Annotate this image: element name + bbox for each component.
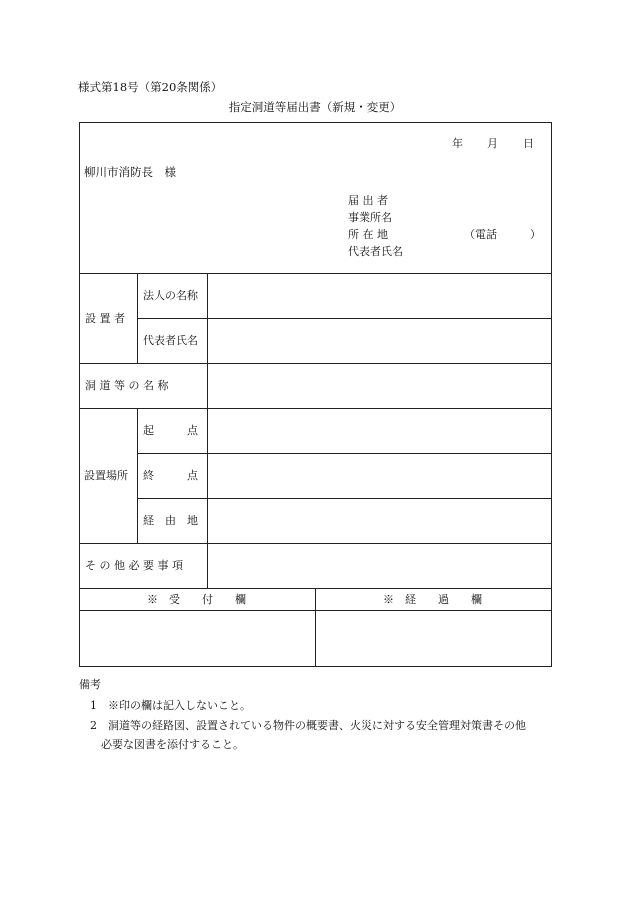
column-divider	[207, 543, 208, 588]
row-divider	[79, 408, 552, 409]
progress-column-label: ※ 経 過 欄	[383, 593, 482, 606]
date-day-label: 日	[523, 137, 534, 150]
corp-name-label: 法人の名称	[143, 289, 198, 302]
column-divider	[207, 408, 208, 543]
address-label: 所 在 地	[348, 228, 388, 241]
column-divider	[137, 408, 138, 543]
column-divider	[207, 363, 208, 408]
notes-heading: 備考	[79, 678, 101, 691]
note-item-continuation: 必要な図書を添付すること。	[101, 738, 244, 751]
location-label: 設置場所	[84, 469, 128, 482]
note-item: 2 洞道等の経路図、設置されている物件の概要書、火災に対する安全管理対策書その他	[90, 719, 526, 732]
via-point-label: 経 由 地	[143, 514, 198, 527]
start-point-label: 起 点	[143, 424, 198, 437]
tunnel-name-label: 洞 道 等 の 名 称	[85, 379, 169, 392]
date-year-label: 年	[452, 137, 463, 150]
other-matters-label: そ の 他 必 要 事 項	[85, 559, 183, 572]
column-divider	[315, 588, 316, 667]
end-point-label: 終 点	[143, 469, 198, 482]
notifier-label: 届 出 者	[348, 194, 388, 207]
phone-label: （電話	[464, 228, 497, 241]
phone-close-paren: ）	[530, 228, 541, 241]
date-month-label: 月	[487, 137, 498, 150]
representative-label: 代表者氏名	[348, 245, 403, 258]
row-divider	[137, 318, 552, 319]
form-number: 様式第18号（第20条関係）	[78, 80, 223, 94]
office-name-label: 事業所名	[348, 211, 392, 224]
row-divider	[79, 363, 552, 364]
form-table	[79, 122, 552, 667]
column-divider	[207, 273, 208, 363]
document-title: 指定洞道等届出書（新規・変更）	[228, 100, 402, 114]
reception-column-label: ※ 受 付 欄	[147, 593, 246, 606]
addressee: 柳川市消防長 様	[84, 165, 176, 179]
row-divider	[137, 498, 552, 499]
row-divider	[79, 543, 552, 544]
rep-name-label: 代表者氏名	[143, 334, 198, 347]
column-divider	[137, 273, 138, 363]
installer-label: 設 置 者	[85, 312, 125, 325]
note-item: 1 ※印の欄は記入しないこと。	[90, 699, 251, 712]
row-divider	[137, 453, 552, 454]
row-divider	[79, 273, 552, 274]
